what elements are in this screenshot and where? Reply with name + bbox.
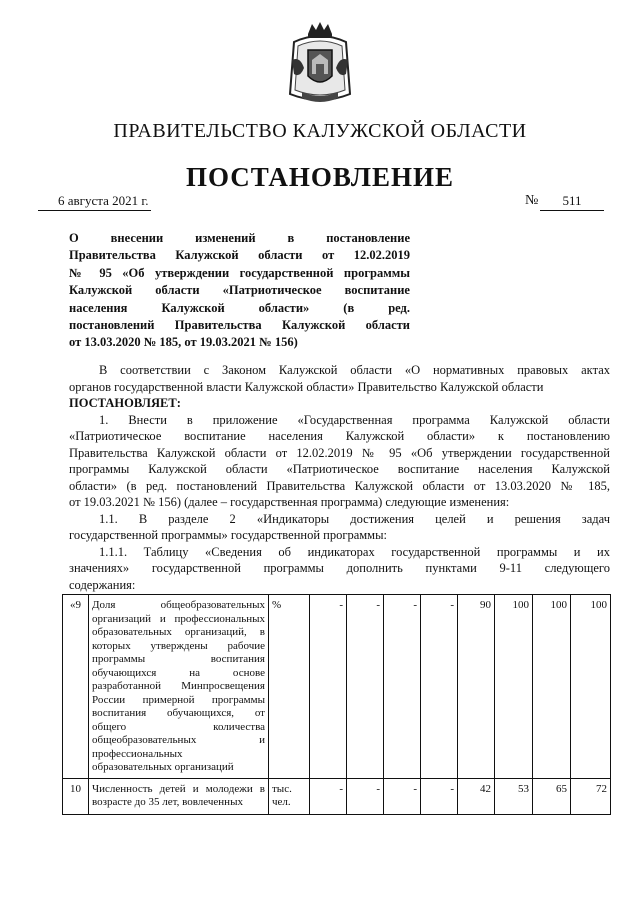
document-number: 511 — [540, 193, 604, 211]
value-cell: - — [347, 595, 384, 779]
value-cell: - — [347, 778, 384, 814]
paragraph-line: 1.1. В разделе 2 «Индикаторы достижения целей и решения задач — [99, 511, 610, 526]
value-cell: - — [310, 595, 347, 779]
table-row — [63, 778, 611, 814]
paragraph-line: 1. Внести в приложение «Государственная программа Калужской области — [99, 412, 610, 427]
value-cell: 53 — [495, 778, 533, 814]
paragraph-line: значениях» государственной программы дополнить пунктами 9-11 следующего — [69, 561, 610, 575]
unit-cell: тыс. чел. — [269, 778, 310, 814]
document-subject — [69, 230, 410, 352]
preamble-line: В соответствии с Законом Калужской области «О нормативных правовых актах — [99, 363, 610, 377]
value-cell: 100 — [533, 595, 571, 779]
document-body — [69, 362, 610, 593]
value-cell: 72 — [571, 778, 611, 814]
document-type-heading: ПОСТАНОВЛЕНИЕ — [185, 162, 455, 192]
paragraph-line: государственной программы» государственной программы: — [69, 528, 387, 542]
preamble-line: органов государственной власти Калужской области» Правительство Калужской области — [69, 379, 544, 394]
paragraph-line: содержания: — [69, 577, 136, 592]
document-date: 6 августа 2021 г. — [38, 193, 151, 211]
table-row — [63, 595, 611, 779]
indicator-name: Доля общеобразовательных организаций и профессиональных образовательных организаций, в которых утверждены рабочие программы воспитания обучающихся на основе разработанной Минпросвещения России примерной программы воспитания обучающихся, от общего количества общеобразовательных и профессиональных образовательных организаций — [89, 595, 269, 779]
value-cell: - — [384, 595, 421, 779]
indicators-table — [62, 594, 611, 815]
unit-cell: % — [269, 595, 310, 779]
paragraph-line: области» (в ред. постановлений Правительства Калужской области от 13.03.2020 № 185, — [69, 478, 610, 493]
subject-line: О внесении изменений в постановление — [69, 231, 410, 245]
value-cell: 65 — [533, 778, 571, 814]
value-cell: - — [384, 778, 421, 814]
subject-line: Калужской области «Патриотическое воспитание — [69, 283, 410, 298]
paragraph-line: Правительства Калужской области от 12.02.2019 № 95 «Об утверждении государственной — [69, 445, 610, 460]
row-number: 10 — [63, 778, 89, 814]
value-cell: - — [421, 595, 458, 779]
paragraph-line: от 19.03.2021 № 156) (далее – государственная программа) следующие изменения: — [69, 495, 510, 509]
subject-line: населения Калужской области» (в ред. — [69, 300, 410, 315]
subject-line: постановлений Правительства Калужской области — [69, 318, 410, 333]
paragraph-line: 1.1.1. Таблицу «Сведения об индикаторах государственной программы и их — [99, 544, 610, 559]
paragraph-line: программы Калужской области «Патриотическое воспитание населения Калужской — [69, 462, 610, 476]
indicator-name: Численность детей и молодежи в возрасте до 35 лет, вовлеченных — [89, 778, 269, 814]
value-cell: - — [310, 778, 347, 814]
subject-line: от 13.03.2020 № 185, от 19.03.2021 № 156) — [69, 335, 298, 350]
value-cell: 100 — [571, 595, 611, 779]
coat-of-arms-icon — [284, 20, 356, 108]
document-number-label: № — [525, 193, 539, 208]
subject-line: Правительства Калужской области от 12.02.2019 — [69, 248, 410, 263]
value-cell: 42 — [458, 778, 495, 814]
subject-line: № 95 «Об утверждении государственной программы — [69, 265, 410, 280]
value-cell: 100 — [495, 595, 533, 779]
value-cell: - — [421, 778, 458, 814]
government-title: ПРАВИТЕЛЬСТВО КАЛУЖСКОЙ ОБЛАСТИ — [113, 120, 527, 142]
value-cell: 90 — [458, 595, 495, 779]
row-number: «9 — [63, 595, 89, 779]
decree-word: ПОСТАНОВЛЯЕТ: — [69, 396, 181, 410]
paragraph-line: «Патриотическое воспитание населения Калужской области» к постановлению — [69, 429, 610, 443]
